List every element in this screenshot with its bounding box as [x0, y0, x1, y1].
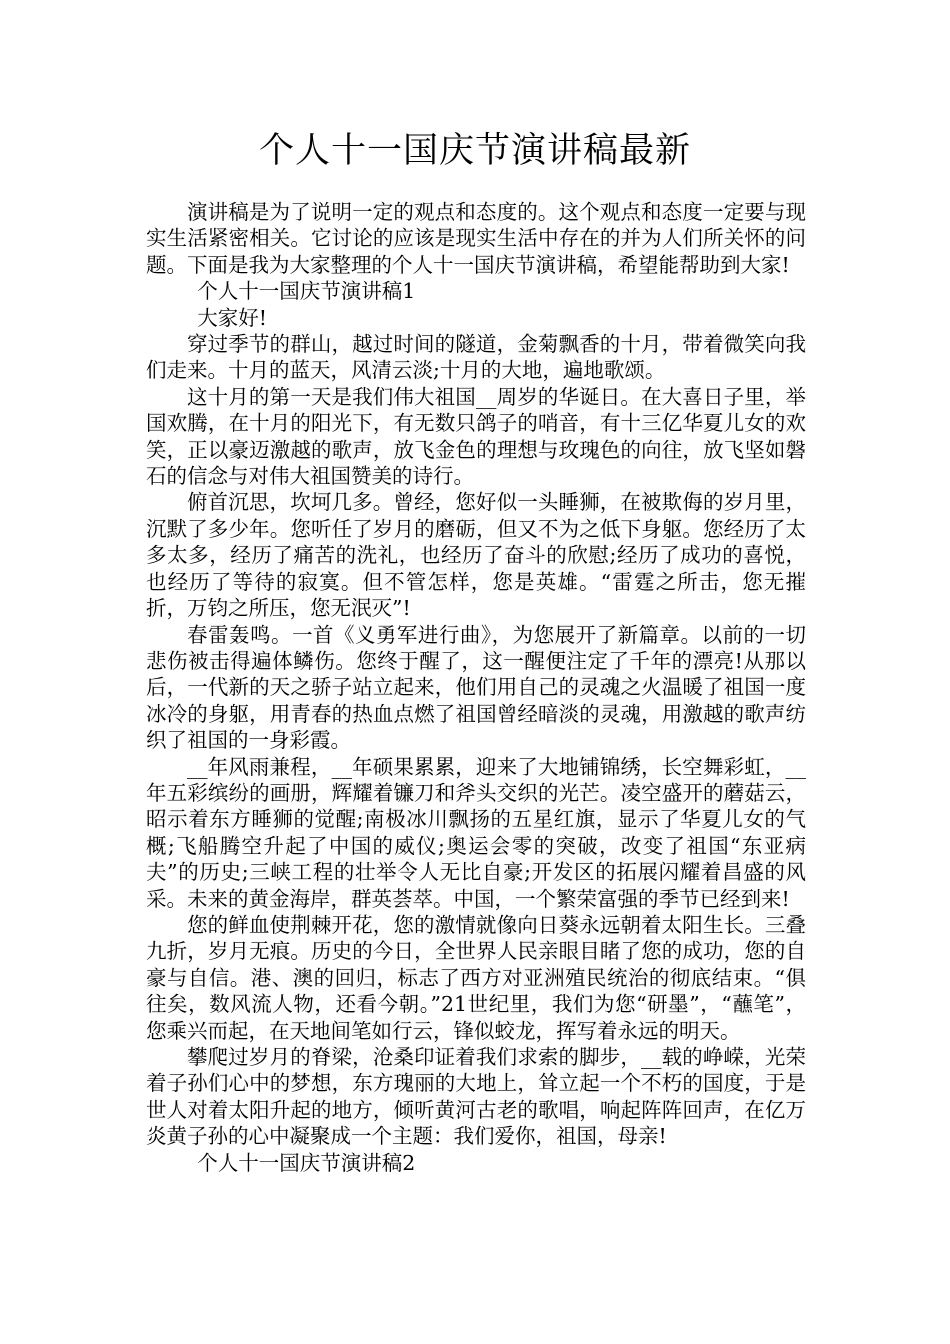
document-body [146, 199, 806, 1176]
body-paragraph: 穿过季节的群山，越过时间的隧道，金菊飘香的十月，带着微笑向我们走来。十月的蓝天，风清云淡;十月的大地，遍地歌颂。 [146, 332, 806, 383]
body-paragraph: 攀爬过岁月的脊梁，沧桑印证着我们求索的脚步，__载的峥嵘，光荣着子孙们心中的梦想，东方瑰丽的大地上，耸立起一个不朽的国度，于是世人对着太阳升起的地方，倾听黄河古老的歌唱，响起阵阵回声，在亿万炎黄子孙的心中凝聚成一个主题：我们爱你，祖国，母亲! [146, 1045, 806, 1149]
body-paragraph: 这十月的第一天是我们伟大祖国__周岁的华诞日。在大喜日子里，举国欢腾，在十月的阳光下，有无数只鸽子的哨音，有十三亿华夏儿女的欢笑，正以豪迈激越的歌声，放飞金色的理想与玫瑰色的向往，放飞坚如磐石的信念与对伟大祖国赞美的诗行。 [146, 384, 806, 489]
body-paragraph: __年风雨兼程，__年硕果累累，迎来了大地铺锦绣，长空舞彩虹，__年五彩缤纷的画册，辉耀着镰刀和斧头交织的光芒。凌空盛开的蘑菇云，昭示着东方睡狮的觉醒;南极冰川飘扬的五星红旗，显示了华夏儿女的气概;飞船腾空升起了中国的威仪;奥运会零的突破，改变了祖国“东亚病夫”的历史;三峡工程的壮举令人无比自豪;开发区的拓展闪耀着昌盛的风采。未来的黄金海岸，群英荟萃。中国，一个繁荣富强的季节已经到来! [146, 754, 806, 911]
intro-paragraph: 演讲稿是为了说明一定的观点和态度的。这个观点和态度一定要与现实生活紧密相关。它讨论的应该是现实生活中存在的并为人们所关怀的问题。下面是我为大家整理的个人十一国庆节演讲稿，希望能帮助到大家! [146, 200, 806, 277]
body-paragraph: 春雷轰鸣。一首《义勇军进行曲》，为您展开了新篇章。以前的一切悲伤被击得遍体鳞伤。您终于醒了，这一醒便注定了千年的漂亮!从那以后，一代新的天之骄子站立起来，他们用自己的灵魂之火温暖了祖国一度冰冷的身躯，用青春的热血点燃了祖国曾经暗淡的灵魂，用激越的歌声纺织了祖国的一身彩霞。 [146, 622, 806, 753]
speech-heading-2: 个人十一国庆节演讲稿2 [197, 1150, 416, 1175]
speech-heading-1: 个人十一国庆节演讲稿1 [197, 279, 416, 304]
body-paragraph: 您的鲜血使荆棘开花，您的激情就像向日葵永远朝着太阳生长。三叠九折，岁月无痕。历史的今日，全世界人民亲眼目睹了您的成功，您的自豪与自信。港、澳的回归，标志了西方对亚洲殖民统治的彻底结束。“俱往矣，数风流人物，还看今朝。”21世纪里，我们为您“研墨”，“蘸笔”，您乘兴而起，在天地间笔如行云，锋似蛟龙，挥写着永远的明天。 [146, 912, 806, 1043]
greeting-paragraph: 大家好! [197, 305, 267, 330]
document-title: 个人十一国庆节演讲稿最新 [258, 131, 691, 171]
body-paragraph: 俯首沉思，坎坷几多。曾经，您好似一头睡狮，在被欺侮的岁月里，沉默了多少年。您听任了岁月的磨砺，但又不为之低下身躯。您经历了太多太多，经历了痛苦的洗礼，也经历了奋斗的欣慰;经历了成功的喜悦，也经历了等待的寂寞。但不管怎样，您是英雄。“雷霆之所击，您无摧折，万钧之所压，您无泯灭”! [146, 490, 806, 621]
